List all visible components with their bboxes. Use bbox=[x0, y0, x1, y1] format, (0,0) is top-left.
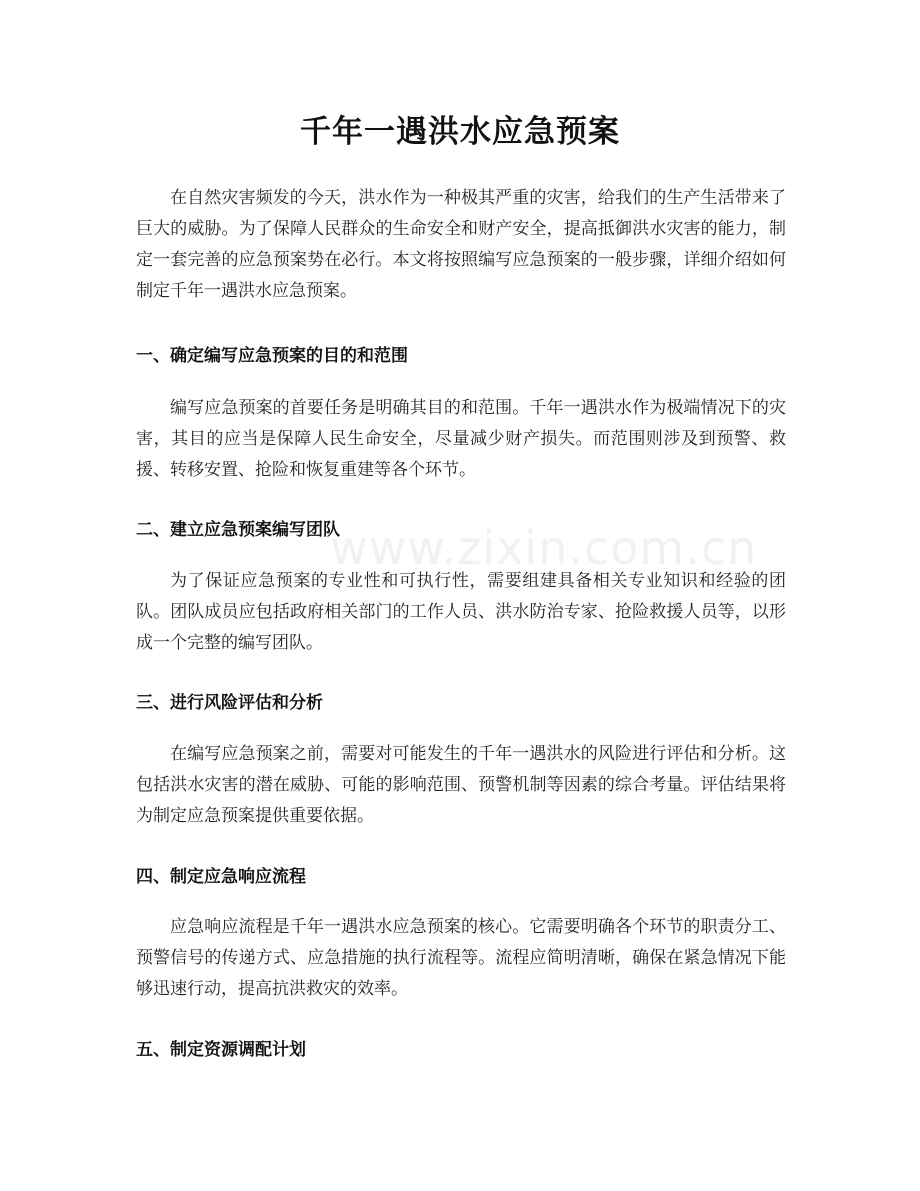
section-heading-3: 三、进行风险评估和分析 bbox=[136, 693, 323, 713]
intro-paragraph: 在自然灾害频发的今天，洪水作为一种极其严重的灾害，给我们的生产生活带来了巨大的威胁。为了保障人民群众的生命安全和财产安全，提高抵御洪水灾害的能力，制定一套完善的应急预案势在必行。本文将按照编写应急预案的一般步骤，详细介绍如何制定千年一遇洪水应急预案。 bbox=[136, 188, 786, 301]
section-heading-4: 四、制定应急响应流程 bbox=[136, 867, 306, 887]
section-heading-1: 一、确定编写应急预案的目的和范围 bbox=[136, 346, 408, 366]
section-heading-5: 五、制定资源调配计划 bbox=[136, 1040, 306, 1060]
section-body-2: 为了保证应急预案的专业性和可执行性，需要组建具备相关专业知识和经验的团队。团队成员应包括政府相关部门的工作人员、洪水防治专家、抢险救援人员等，以形成一个完整的编写团队。 bbox=[136, 571, 786, 653]
section-body-4: 应急响应流程是千年一遇洪水应急预案的核心。它需要明确各个环节的职责分工、预警信号的传递方式、应急措施的执行流程等。流程应简明清晰，确保在紧急情况下能够迅速行动，提高抗洪救灾的效率。 bbox=[136, 917, 786, 999]
section-heading-2: 二、建立应急预案编写团队 bbox=[136, 520, 340, 540]
section-body-3: 在编写应急预案之前，需要对可能发生的千年一遇洪水的风险进行评估和分析。这包括洪水灾害的潜在威胁、可能的影响范围、预警机制等因素的综合考量。评估结果将为制定应急预案提供重要依据。 bbox=[136, 744, 786, 826]
document-title: 千年一遇洪水应急预案 bbox=[300, 114, 620, 150]
section-body-1: 编写应急预案的首要任务是明确其目的和范围。千年一遇洪水作为极端情况下的灾害，其目的应当是保障人民生命安全，尽量减少财产损失。而范围则涉及到预警、救援、转移安置、抢险和恢复重建等各个环节。 bbox=[136, 398, 786, 480]
watermark: www.zixin.com.cn bbox=[330, 521, 758, 575]
